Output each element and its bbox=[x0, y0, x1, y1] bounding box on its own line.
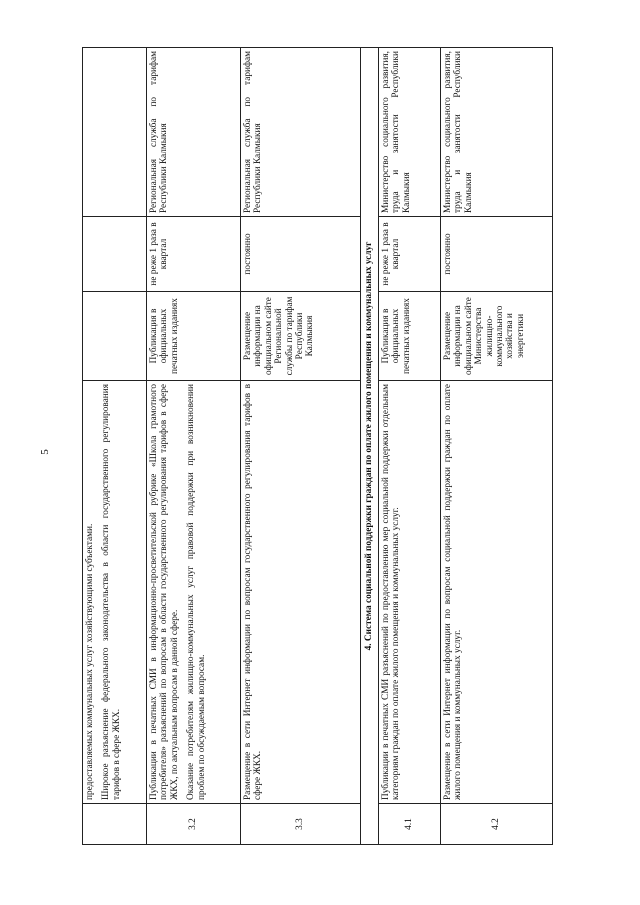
section-heading-row bbox=[361, 48, 379, 845]
responsible-cell: Региональная служба по тарифам Республики Калмыкия bbox=[241, 48, 361, 217]
row-number-cell bbox=[83, 804, 147, 845]
period-cell: постоянно bbox=[441, 217, 553, 292]
description-paragraph: Широкое разъяснение федерального законодательства в области государственного регулирования тарифов в сфере ЖКХ. bbox=[101, 384, 122, 800]
description-paragraph: Публикации в печатных СМИ разъяснений по предоставлению мер социальной поддержки отдельным категориям граждан по оплате жилого помещения и коммунальных услуг. bbox=[381, 384, 402, 800]
description-cell bbox=[83, 381, 147, 804]
row-number-cell: 3.3 bbox=[241, 804, 361, 845]
description-cell bbox=[441, 381, 553, 804]
table-row bbox=[83, 48, 147, 845]
period-cell bbox=[83, 217, 147, 292]
form-cell: Размещение информации на официальном сайте Региональной службы по тарифам Республики Калмыкия bbox=[241, 292, 361, 381]
responsible-cell: Региональная служба по тарифам Республики Калмыкия bbox=[147, 48, 241, 217]
row-number-cell: 4.1 bbox=[379, 804, 441, 845]
form-cell: Размещение информации на официальном сайте Министерства жилищно-коммунального хозяйства и энергетики bbox=[441, 292, 553, 381]
description-paragraph: Оказание потребителям жилищно-коммунальных услуг правовой поддержки при возникновении проблем по обсуждаемым вопросам. bbox=[186, 384, 207, 800]
row-number-cell: 4.2 bbox=[441, 804, 553, 845]
table-row bbox=[379, 48, 441, 845]
description-paragraph: Публикации в печатных СМИ в информационно-просветительской рубрике «Школа грамотного потребителя» разъяснений по вопросам в области государственного регулирования тарифов в сфере ЖКХ, по актуальным вопросам в данной сфере. bbox=[149, 384, 180, 800]
period-cell: не реже 1 раза в квартал bbox=[147, 217, 241, 292]
responsible-cell: Министерство социального развития, труда и занятости Республики Калмыкия bbox=[441, 48, 553, 217]
period-cell: постоянно bbox=[241, 217, 361, 292]
section-heading: 4. Система социальной поддержки граждан по оплате жилого помещения и коммунальных услуг bbox=[361, 48, 379, 845]
rotated-table-container bbox=[82, 47, 552, 845]
description-paragraph: Размещение в сети Интернет информации по вопросам государственного регулирования тарифов в сфере ЖКХ. bbox=[243, 384, 264, 800]
table-row bbox=[441, 48, 553, 845]
responsible-cell bbox=[83, 48, 147, 217]
description-cell bbox=[241, 381, 361, 804]
description-paragraph: Размещение в сети Интернет информации по вопросам социальной поддержки граждан по оплате жилого помещения и коммунальных услуг. bbox=[443, 384, 464, 800]
row-number-cell: 3.2 bbox=[147, 804, 241, 845]
table-row bbox=[241, 48, 361, 845]
period-cell: не реже 1 раза в квартал bbox=[379, 217, 441, 292]
page-number: 5 bbox=[38, 449, 51, 455]
form-cell: Публикация в официальных печатных изданиях bbox=[147, 292, 241, 381]
description-cell bbox=[379, 381, 441, 804]
table-row bbox=[147, 48, 241, 845]
form-cell bbox=[83, 292, 147, 381]
description-paragraph: предоставляемых коммунальных услуг хозяйствующими субъектами. bbox=[85, 523, 95, 800]
description-cell bbox=[147, 381, 241, 804]
activities-table bbox=[82, 47, 553, 845]
responsible-cell: Министерство социального развития, труда и занятости Республики Калмыкия bbox=[379, 48, 441, 217]
form-cell: Публикация в официальных печатных изданиях bbox=[379, 292, 441, 381]
